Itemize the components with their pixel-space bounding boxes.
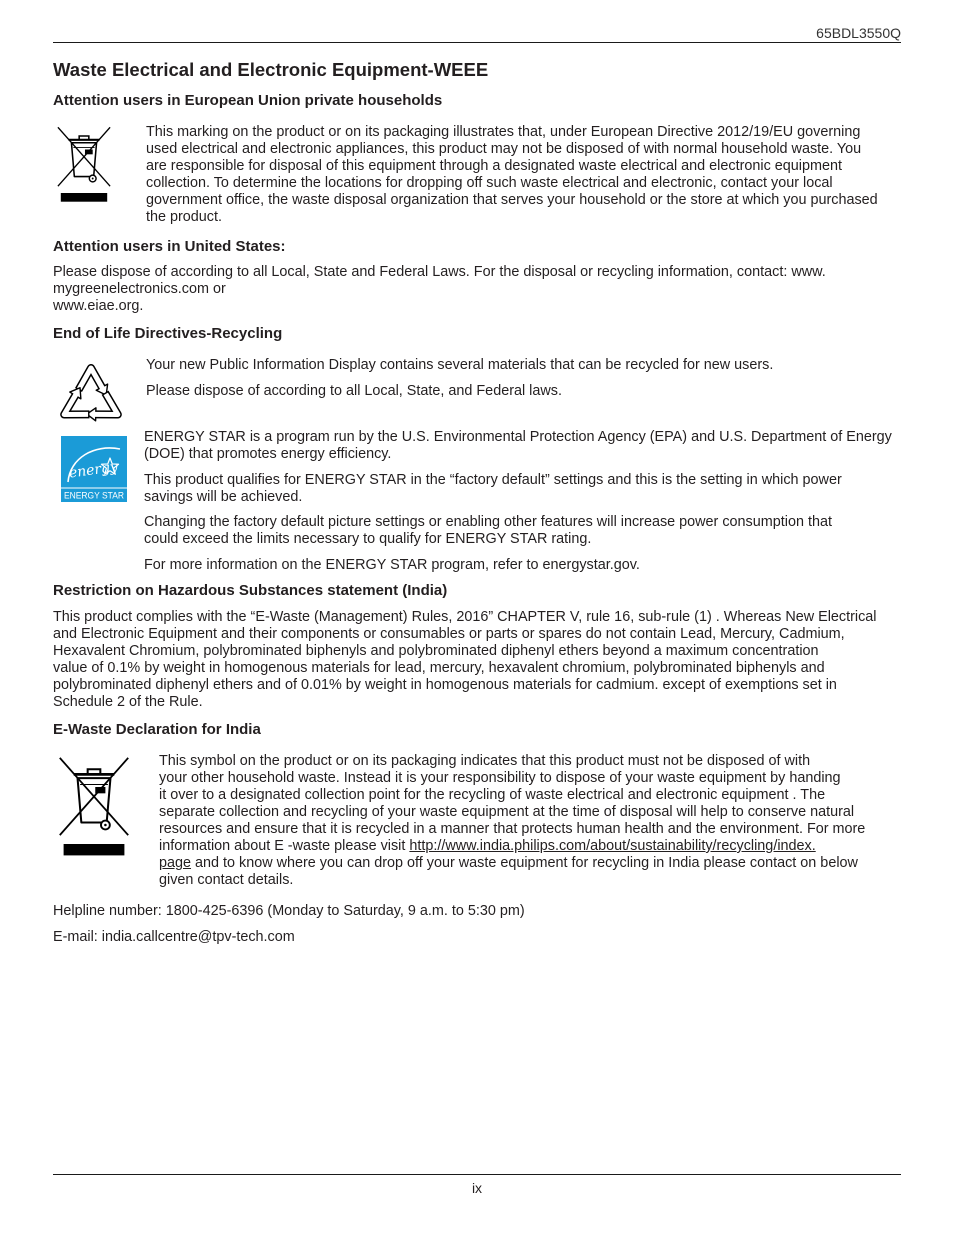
recycling-info-link-continued[interactable]: page [159, 855, 192, 871]
text-line: Changing the factory default picture settings or enabling other features will increase power consumption that [144, 514, 832, 530]
text-line: could exceed the limits necessary to qualify for ENERGY STAR rating. [144, 531, 592, 547]
heading-ewaste-india: E-Waste Declaration for India [53, 721, 261, 738]
crossed-out-bin-icon [56, 754, 132, 858]
heading-eu-households: Attention users in European Union private households [53, 92, 443, 109]
text-segment: information about E -waste please visit [159, 838, 410, 854]
energy-script-text: energy [68, 458, 119, 482]
text-line: Please dispose of according to all Local, State and Federal Laws. For the disposal or recycling information, contact: www. [53, 264, 826, 280]
section-title: Waste Electrical and Electronic Equipment-WEEE [53, 59, 489, 80]
ewaste-paragraph [159, 753, 865, 889]
eu-paragraph [146, 124, 878, 226]
text-segment: and to know where you can drop off your waste equipment for recycling in India please contact on below [191, 855, 858, 871]
text-line [159, 838, 865, 855]
text-line: Hexavalent Chromium, polybrominated biphenyls and polybrominated diphenyl ethers beyond a maximum concentration [53, 643, 819, 659]
text-line: the product. [146, 209, 223, 225]
energy-star-paragraph [144, 514, 832, 548]
text-line: savings will be achieved. [144, 489, 303, 505]
energy-star-paragraph [144, 557, 640, 574]
text-line: it over to a designated collection point for the recycling of waste electrical and electronic equipment . The [159, 787, 826, 803]
text-line: For more information on the ENERGY STAR program, refer to energystar.gov. [144, 557, 640, 573]
text-line: mygreenelectronics.com or [53, 281, 226, 297]
page-number: ix [471, 1180, 483, 1196]
recycling-paragraph: Your new Public Information Display contains several materials that can be recycled for new users. [146, 357, 774, 373]
text-line: government office, the waste disposal organization that serves your household or the store at which you purchased [146, 192, 878, 208]
heading-us-users: Attention users in United States: [53, 238, 286, 255]
text-line: used electrical and electronic appliances, this product may not be disposed of with normal household waste. You [146, 141, 862, 157]
text-line: are responsible for disposal of this equipment through a designated waste electrical and electronic equipment [146, 158, 842, 174]
helpline-number: Helpline number: 1800-425-6396 (Monday to Saturday, 9 a.m. to 5:30 pm) [53, 903, 525, 919]
us-paragraph [53, 264, 826, 315]
heading-rohs-india: Restriction on Hazardous Substances statement (India) [53, 582, 448, 599]
text-line [159, 855, 865, 872]
text-line: This product qualifies for ENERGY STAR in the “factory default” settings and this is the setting in which power [144, 472, 842, 488]
text-line: your other household waste. Instead it is your responsibility to dispose of your waste equipment by handing [159, 770, 841, 786]
recycling-info-link[interactable]: http://www.india.philips.com/about/sustainability/recycling/index. [409, 838, 816, 854]
energy-star-logo [61, 436, 127, 502]
header-rule [53, 42, 901, 43]
text-line: www.eiae.org. [53, 298, 144, 314]
recycle-icon [56, 359, 126, 427]
model-number: 65BDL3550Q [816, 25, 901, 41]
text-line: This marking on the product or on its packaging illustrates that, under European Directive 2012/19/EU governing [146, 124, 861, 140]
recycling-paragraph: Please dispose of according to all Local, State, and Federal laws. [146, 383, 562, 399]
heading-recycling: End of Life Directives-Recycling [53, 325, 283, 342]
footer-rule [53, 1174, 901, 1175]
text-line: and Electronic Equipment and their components or consumables or parts or spares do not contain Lead, Mercury, Cadmium, [53, 626, 845, 642]
text-line: resources and ensure that it is recycled in a manner that protects human health and the environment. For more [159, 821, 866, 837]
text-line: separate collection and recycling of your waste equipment at the time of disposal will help to conserve natural [159, 804, 855, 820]
text-line: value of 0.1% by weight in homogenous materials for lead, mercury, hexavalent chromium, polybrominated biphenyls and [53, 660, 825, 676]
text-line: This symbol on the product or on its packaging indicates that this product must not be disposed of with [159, 753, 811, 769]
energy-star-paragraph [144, 472, 842, 506]
contact-email: E-mail: india.callcentre@tpv-tech.com [53, 929, 295, 945]
crossed-out-bin-icon [55, 124, 113, 204]
energy-star-paragraph [144, 429, 892, 463]
energy-star-band-text: ENERGY STAR [64, 490, 125, 501]
text-line: This product complies with the “E-Waste (Management) Rules, 2016” CHAPTER V, rule 16, sub-rule (1) . Whereas New Electrical [53, 609, 877, 625]
text-line: Schedule 2 of the Rule. [53, 694, 203, 710]
rohs-paragraph [53, 609, 877, 711]
text-line: (DOE) that promotes energy efficiency. [144, 446, 392, 462]
text-line: ENERGY STAR is a program run by the U.S. Environmental Protection Agency (EPA) and U.S. Department of Energy [144, 429, 892, 445]
text-line: collection. To determine the locations for dropping off such waste electrical and electronic, contact your local [146, 175, 833, 191]
text-line: given contact details. [159, 872, 294, 888]
text-line: polybrominated diphenyl ethers and of 0.01% by weight in homogenous materials for cadmium. except of exemptions set in [53, 677, 837, 693]
